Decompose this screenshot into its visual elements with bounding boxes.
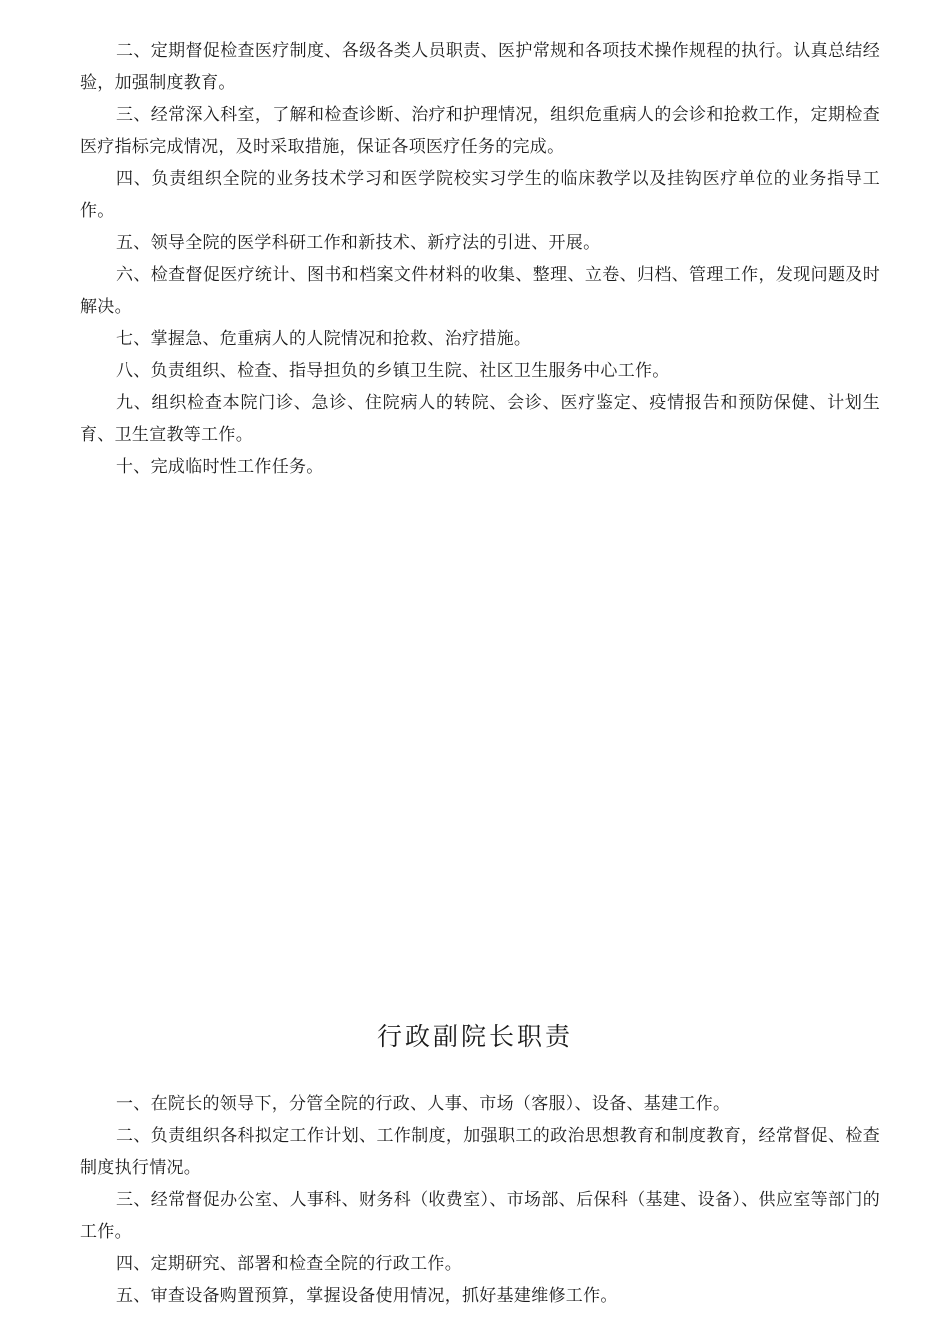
duty-item: 十、完成临时性工作任务。 (116, 457, 324, 477)
duty-item: 二、定期督促检查医疗制度、各级各类人员职责、医护常规和各项技术操作规程的执行。认真总结经验，加强制度教育。 (80, 41, 880, 93)
duty-item: 三、经常督促办公室、人事科、财务科（收费室）、市场部、后保科（基建、设备）、供应室等部门的工作。 (80, 1190, 880, 1242)
duty-item: 五、领导全院的医学科研工作和新技术、新疗法的引进、开展。 (116, 233, 601, 253)
duty-item: 二、负责组织各科拟定工作计划、工作制度，加强职工的政治思想教育和制度教育，经常督促、检查制度执行情况。 (80, 1126, 880, 1178)
duty-item: 四、负责组织全院的业务技术学习和医学院校实习学生的临床教学以及挂钩医疗单位的业务指导工作。 (80, 169, 880, 221)
duty-item: 六、检查督促医疗统计、图书和档案文件材料的收集、整理、立卷、归档、管理工作，发现问题及时解决。 (80, 265, 880, 317)
duty-item: 四、定期研究、部署和检查全院的行政工作。 (116, 1254, 462, 1274)
admin-duties-list (80, 1088, 880, 1312)
duty-item: 一、在院长的领导下，分管全院的行政、人事、市场（客服）、设备、基建工作。 (116, 1094, 731, 1114)
duty-item: 五、审查设备购置预算，掌握设备使用情况，抓好基建维修工作。 (116, 1286, 618, 1306)
medical-duties-list (80, 35, 880, 483)
duty-item: 三、经常深入科室，了解和检查诊断、治疗和护理情况，组织危重病人的会诊和抢救工作，定期检查医疗指标完成情况，及时采取措施，保证各项医疗任务的完成。 (80, 105, 880, 157)
section-title: 行政副院长职责 (376, 1022, 573, 1051)
duty-item: 九、组织检查本院门诊、急诊、住院病人的转院、会诊、医疗鉴定、疫情报告和预防保健、计划生育、卫生宣教等工作。 (80, 393, 880, 445)
duty-item: 八、负责组织、检查、指导担负的乡镇卫生院、社区卫生服务中心工作。 (116, 361, 670, 381)
duty-item: 七、掌握急、危重病人的人院情况和抢救、治疗措施。 (116, 329, 532, 349)
